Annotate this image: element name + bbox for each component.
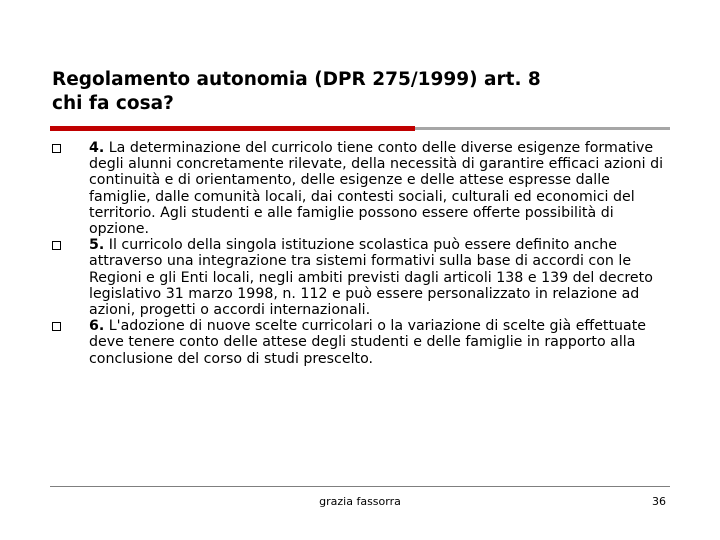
- title-accent-bar: [50, 126, 415, 131]
- footer-divider: [50, 486, 670, 487]
- square-bullet-icon: [52, 322, 61, 331]
- slide-title: [52, 68, 692, 116]
- bullet-item-4: [52, 140, 672, 237]
- square-bullet-icon: [52, 241, 61, 250]
- bullet-text: L'adozione di nuove scelte curricolari o la variazione di scelte già effettuate deve tenere conto delle attese degli studenti e delle famiglie in rapporto alla conclusione del corso di studi prescelto.: [89, 318, 647, 367]
- bullet-number: 4.: [89, 140, 105, 156]
- slide-title-line-1: Regolamento autonomia (DPR 275/1999) art. 8: [52, 69, 541, 90]
- page-number: 36: [652, 495, 666, 508]
- bullet-item-6: [52, 318, 672, 367]
- bullet-list: [52, 140, 672, 367]
- bullet-number: 6.: [89, 318, 105, 335]
- footer-author: grazia fassorra: [319, 495, 401, 508]
- bullet-text: Il curricolo della singola istituzione scolastica può essere definito anche attraverso una integrazione tra sistemi formativi sulla base di accordi con le Regioni e gli Enti locali, negli ambiti previsti dagli articoli 138 e 139 del decreto legislativo 31 marzo 1998, n. 112 e può essere personalizzato in relazione ad azioni, progetti o accordi internazionali.: [89, 237, 653, 319]
- bullet-item-5: [52, 237, 672, 318]
- slide-title-line-2: chi fa cosa?: [52, 93, 174, 114]
- square-bullet-icon: [52, 144, 61, 153]
- bullet-text: La determinazione del curricolo tiene conto delle diverse esigenze formative degli alunni concretamente rilevate, della necessità di garantire efficaci azioni di continuità e di orientamento, delle esigenze e delle attese espresse dalle famiglie, dalle comunità locali, dai contesti sociali, culturali ed economici del territorio. Agli studenti e alle famiglie possono essere offerte possibilità di opzione.: [89, 140, 664, 238]
- bullet-number: 5.: [89, 237, 105, 254]
